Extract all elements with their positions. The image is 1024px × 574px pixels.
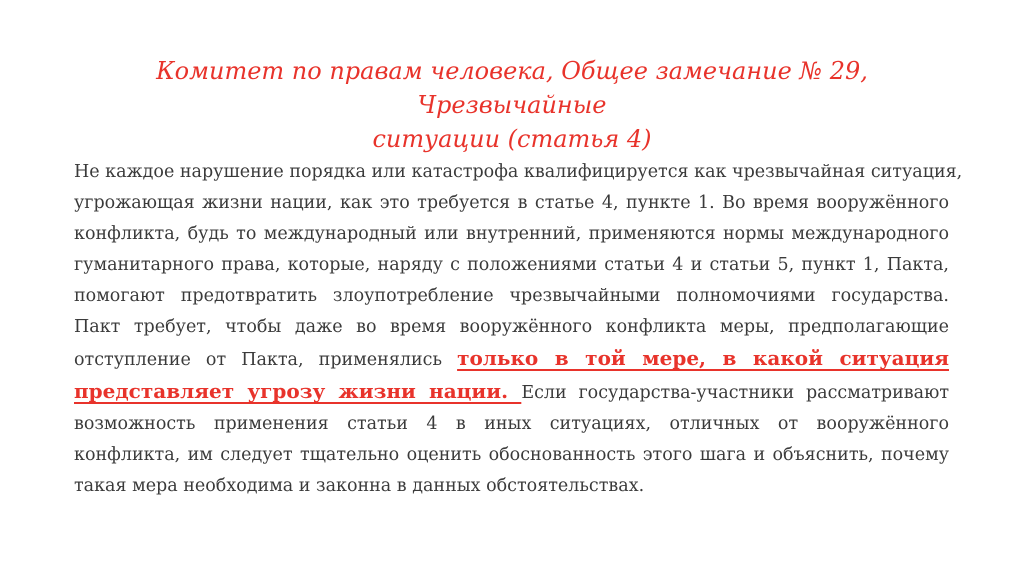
body-line-10: конфликта, им следует тщательно оценить обоснованность этого шага и объяснить, почему <box>74 445 949 465</box>
body-line-8 <box>74 376 949 409</box>
body-line-9: возможность применения статьи 4 в иных ситуациях, отличных от вооружённого <box>74 414 949 434</box>
body-line-11: такая мера необходима и законна в данных обстоятельствах. <box>74 476 645 496</box>
body-line-3: конфликта, будь то международный или внутренний, применяются нормы международного <box>74 224 949 244</box>
body-line-5: помогают предотвратить злоупотребление чрезвычайными полномочиями государства. <box>74 286 949 306</box>
body-line-8-text: Если государства-участники рассматривают <box>521 383 950 403</box>
body-line-2: угрожающая жизни нации, как это требуется в статье 4, пункте 1. Во время вооружённого <box>74 193 949 213</box>
body-line-7-text: отступление от Пакта, применялись <box>74 350 458 370</box>
body-line-7 <box>74 343 949 376</box>
body-line-4: гуманитарного права, которые, наряду с положениями статьи 4 и статьи 5, пункт 1, Пакта, <box>74 255 949 275</box>
slide-title <box>100 54 924 156</box>
slide-title-line-1: Комитет по правам человека, Общее замечание № 29, Чрезвычайные <box>156 57 868 119</box>
body-line-1: Не каждое нарушение порядка или катастрофа квалифицируется как чрезвычайная ситуация, <box>74 162 963 182</box>
highlighted-phrase-part-1: только в той мере, в какой ситуация <box>457 346 949 370</box>
body-line-6: Пакт требует, чтобы даже во время вооружённого конфликта меры, предполагающие <box>74 317 949 337</box>
slide-title-line-2: ситуации (статья 4) <box>372 125 652 153</box>
highlighted-phrase-part-2: представляет угрозу жизни нации. <box>74 379 522 403</box>
slide-body-text <box>74 157 963 502</box>
